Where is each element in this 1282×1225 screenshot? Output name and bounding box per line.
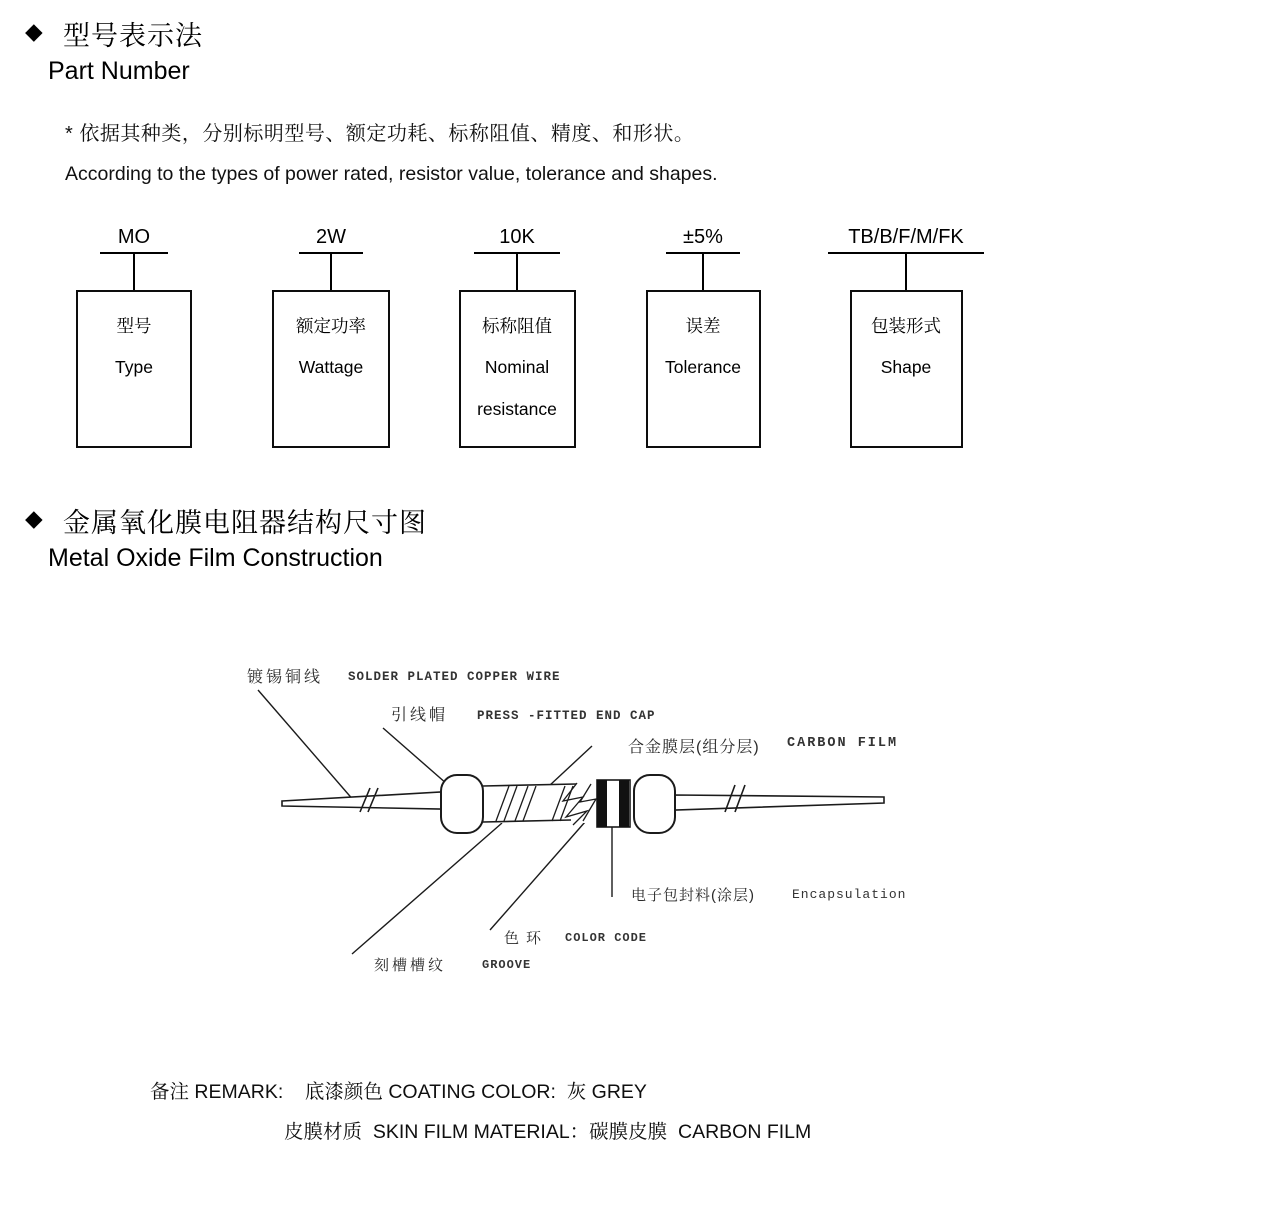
carbon-film-label-zh: 合金膜层(组分层) — [628, 739, 760, 756]
box-label: Wattage — [298, 356, 364, 377]
connector-line — [516, 254, 518, 290]
section2-title-zh: 金属氧化膜电阻器结构尺寸图 — [63, 508, 427, 538]
part-number-box — [646, 290, 761, 448]
right-end-cap — [634, 775, 675, 833]
left-end-cap — [441, 775, 483, 833]
part-number-value: 10K — [474, 224, 560, 254]
color-band — [619, 780, 629, 827]
end-cap-label-zh: 引线帽 — [391, 707, 449, 724]
connector-line — [702, 254, 704, 290]
right-lead-wire — [675, 795, 884, 810]
carbon-film-label-en: CARBON FILM — [787, 736, 899, 751]
part-number-column-tolerance — [618, 224, 788, 448]
resistor-construction-diagram — [230, 650, 950, 990]
section1-note-en: According to the types of power rated, resistor value, tolerance and shapes. — [65, 163, 718, 185]
connector-line — [133, 254, 135, 290]
part-number-column-type — [49, 224, 219, 448]
box-label: 包装形式 — [871, 315, 941, 336]
color-code-label-zh: 色环 — [504, 930, 549, 947]
color-code-label-en: COLOR CODE — [565, 931, 648, 945]
diamond-bullet-icon: ◆ — [25, 505, 43, 531]
connector-line — [905, 254, 907, 290]
part-number-box — [272, 290, 390, 448]
box-label: Type — [115, 356, 153, 377]
end-cap-label-en: PRESS -FITTED END CAP — [477, 709, 656, 723]
box-label: 型号 — [116, 315, 152, 336]
part-number-value: 2W — [299, 224, 363, 254]
section2-title-en: Metal Oxide Film Construction — [48, 544, 383, 572]
encapsulation-label-zh: 电子包封料(涂层) — [631, 887, 755, 904]
part-number-column-wattage — [246, 224, 416, 448]
remark-skin-film-material: 皮膜材质 SKIN FILM MATERIAL：碳膜皮膜 CARBON FILM — [284, 1121, 812, 1143]
connector-line — [330, 254, 332, 290]
box-label: Tolerance — [665, 356, 741, 377]
part-number-value: MO — [100, 224, 168, 254]
part-number-value: ±5% — [666, 224, 740, 254]
box-label: Nominal — [484, 356, 550, 377]
box-label — [274, 388, 388, 430]
groove-label-zh: 刻槽槽纹 — [374, 957, 447, 974]
copper-wire-label-zh: 镀锡铜线 — [247, 669, 324, 686]
remark-coating-color: 备注 REMARK: 底漆颜色 COATING COLOR: 灰 GREY — [150, 1081, 647, 1103]
section1-title-zh: 型号表示法 — [63, 21, 203, 51]
part-number-box — [459, 290, 576, 448]
part-number-value: TB/B/F/M/FK — [828, 224, 984, 254]
diamond-bullet-icon: ◆ — [25, 18, 43, 44]
section1-title-en: Part Number — [48, 57, 190, 85]
box-label: Shape — [880, 356, 932, 377]
box-label — [852, 388, 961, 430]
box-label: resistance — [477, 398, 557, 419]
box-label: 误差 — [685, 315, 721, 336]
box-label: 额定功率 — [296, 315, 366, 336]
groove-label-en: GROOVE — [482, 958, 532, 972]
resistor-body — [483, 784, 601, 823]
color-band — [597, 780, 607, 827]
part-number-box — [76, 290, 192, 448]
part-number-box — [850, 290, 963, 448]
box-label — [78, 388, 190, 430]
copper-wire-label-en: SOLDER PLATED COPPER WIRE — [348, 670, 561, 684]
box-label — [648, 388, 759, 430]
encapsulation-label-en: Encapsulation — [792, 887, 907, 902]
section1-note-zh: * 依据其种类，分别标明型号、额定功耗、标称阻值、精度、和形状。 — [65, 123, 695, 145]
part-number-column-shape — [821, 224, 991, 448]
part-number-column-resistance — [432, 224, 602, 448]
box-label: 标称阻值 — [482, 315, 552, 336]
